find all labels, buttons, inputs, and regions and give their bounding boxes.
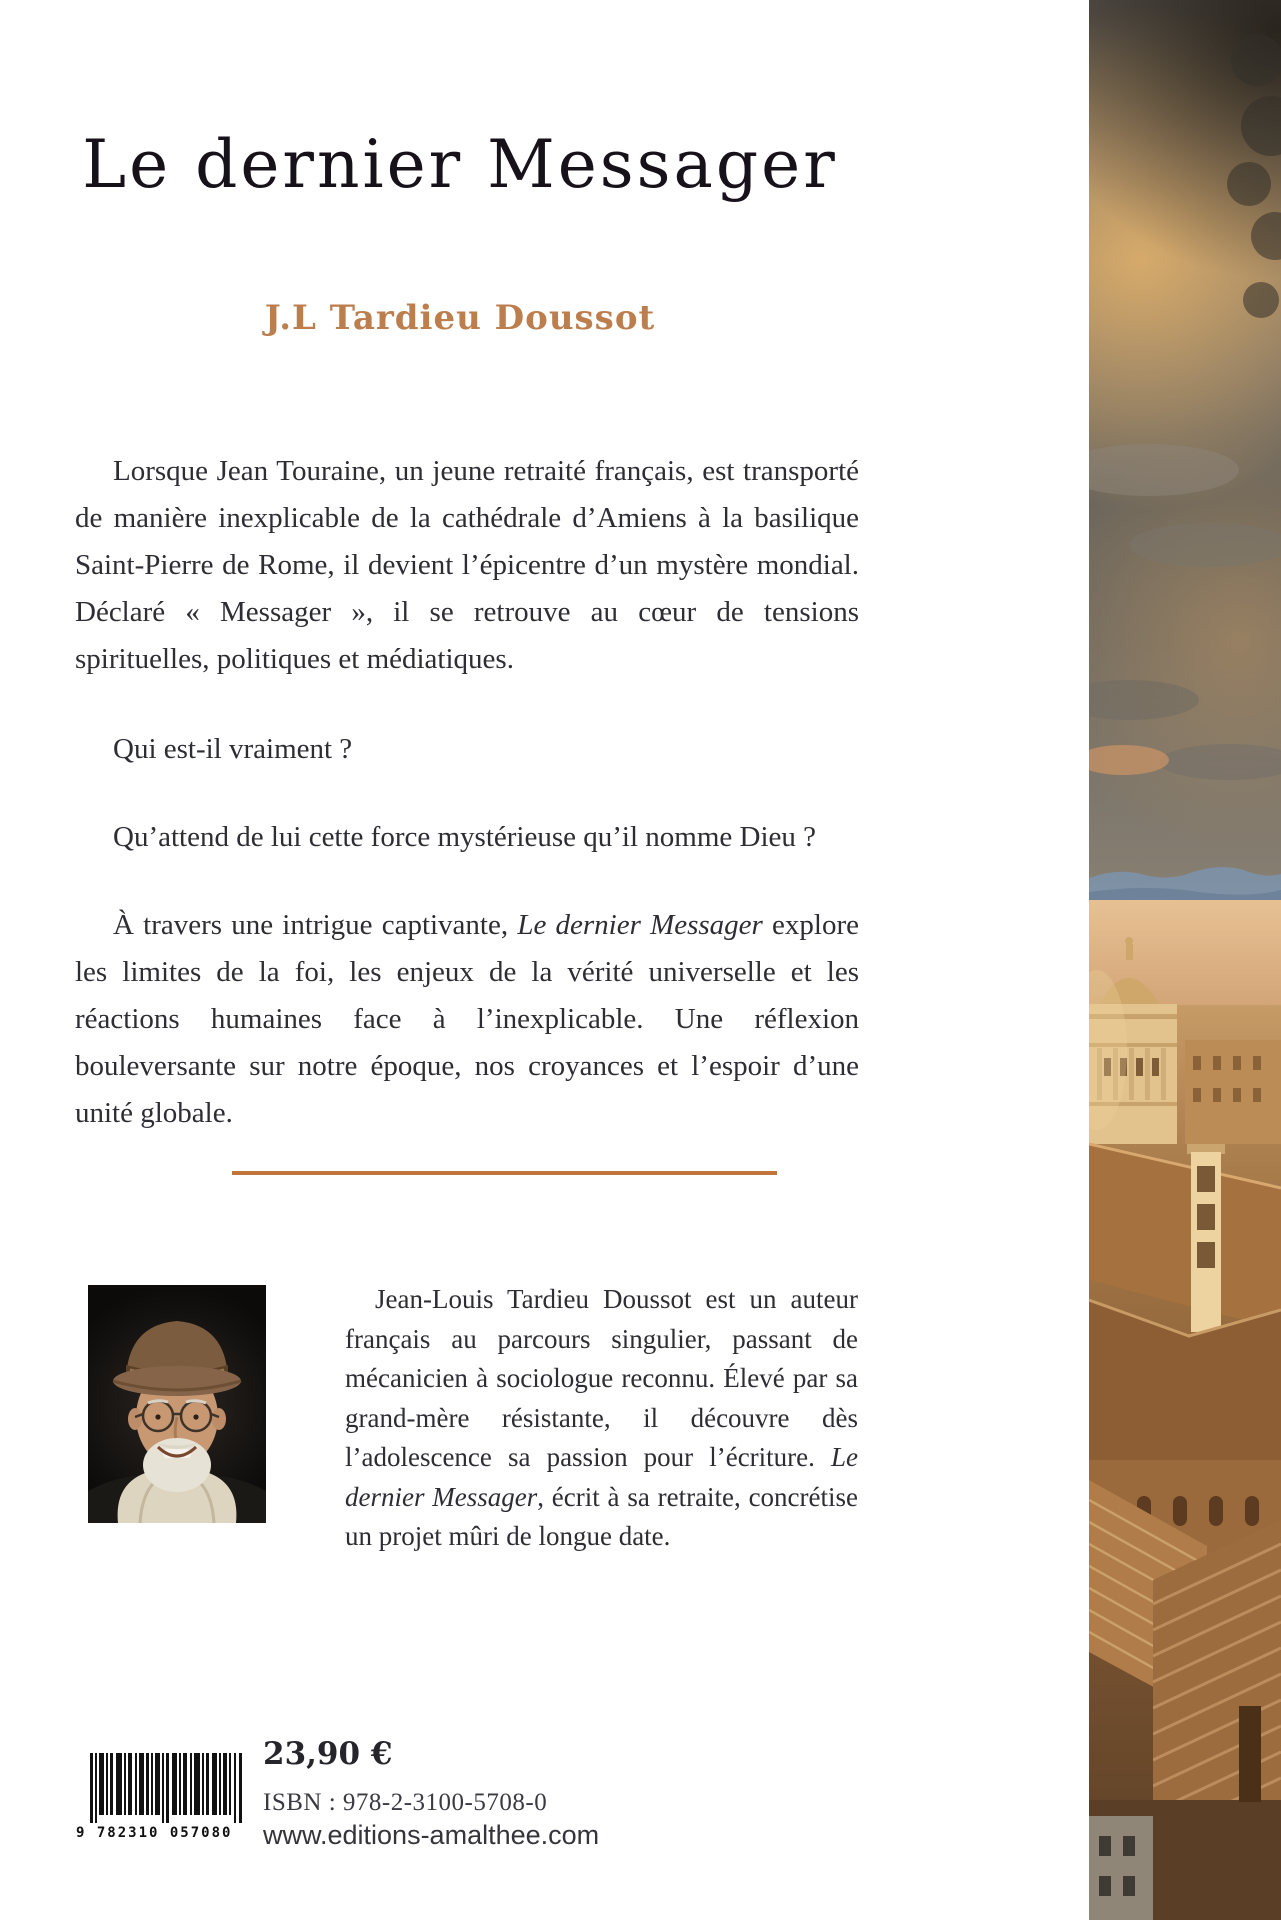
book-title-inline-italic: Le dernier Messager: [517, 909, 763, 941]
book-title-inline-italic-bio: Le dernier Messager: [345, 1442, 858, 1512]
barcode: [76, 1753, 246, 1843]
synopsis-paragraph-2: [75, 902, 859, 1137]
author-bio-text-end: , écrit à sa retraite, concrétise un projet mûri de longue date.: [345, 1481, 859, 1551]
author-name: J.L Tardieu Doussot: [264, 298, 656, 338]
barcode-digits: 9 782310 057080: [76, 1825, 233, 1841]
synopsis-paragraph-2-text: À travers une intrigue captivante,: [113, 909, 518, 941]
synopsis-question-2: Qu’attend de lui cette force mystérieuse qu’il nomme Dieu ?: [113, 821, 816, 853]
author-bio: [345, 1280, 858, 1557]
cover-photo-strip: [1089, 0, 1281, 1920]
synopsis-question-1: Qui est-il vraiment ?: [113, 733, 353, 765]
synopsis: [75, 448, 859, 1180]
section-divider: [232, 1171, 777, 1175]
author-portrait-illustration: [88, 1285, 266, 1523]
book-title: Le dernier Messager: [82, 126, 838, 203]
author-bio-paragraph: [345, 1280, 858, 1557]
author-portrait-photo: [88, 1285, 266, 1523]
isbn: ISBN : 978-2-3100-5708-0: [263, 1789, 548, 1816]
website-url: www.editions-amalthee.com: [263, 1820, 600, 1850]
synopsis-paragraph-1: Lorsque Jean Touraine, un jeune retraité français, est transporté de manière inexplicable de la cathédrale d’Amiens à la basilique Saint-Pierre de Rome, il devient l’épicentre d’un mystère mondial. Déclaré « Messager », il se retrouve au cœur de tensions spirituelles, politiques et médiatiques.: [75, 455, 859, 675]
rome-cityscape-photo: [1089, 0, 1281, 1920]
synopsis-paragraph-2-text-end: explore les limites de la foi, les enjeux de la vérité universelle et les réactions humaines face à l’inexplicable. Une réflexion bouleversante sur notre époque, nos croyances et l’espoir d’une unité globale.: [75, 909, 859, 1129]
barcode-bars: [90, 1753, 246, 1823]
price: 23,90 €: [263, 1736, 393, 1772]
author-bio-text: Jean-Louis Tardieu Doussot est un auteur français au parcours singulier, passant de mécanicien à sociologue reconnu. Élevé par sa grand-mère résistante, il découvre dès l’adolescence sa passion pour l’écriture.: [345, 1284, 858, 1472]
